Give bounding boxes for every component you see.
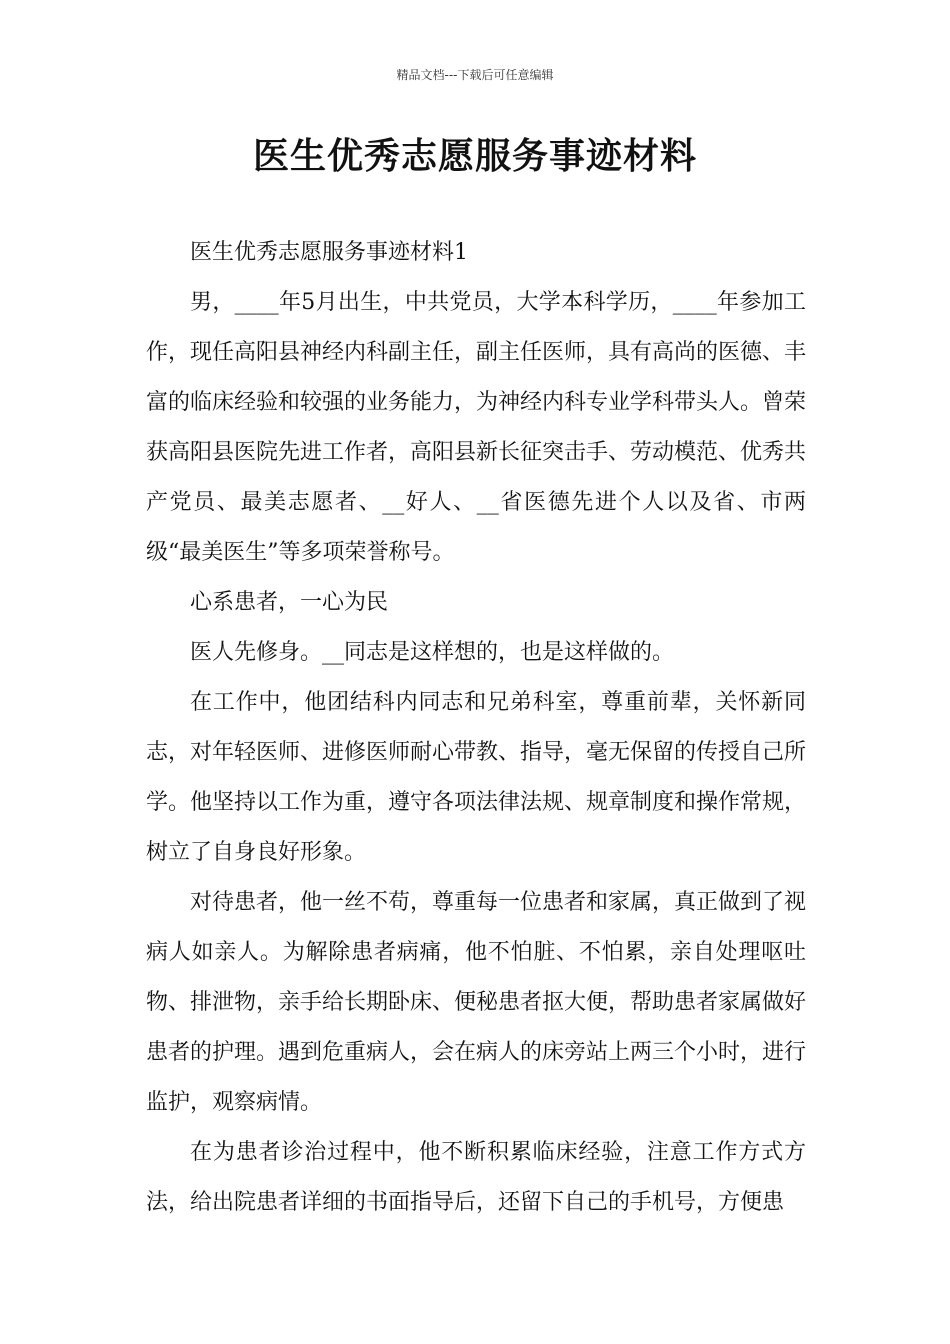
paragraph-section-heading: 心系患者，一心为民: [190, 590, 389, 615]
paragraph: 男，____年5月出生，中共党员，大学本科学历，____年参加工作，现任高阳县神经内科副主任，副主任医师，具有高尚的医德、丰富的临床经验和较强的业务能力，为神经内科专业学科带头人。曾荣获高阳县医院先进工作者，高阳县新长征突击手、劳动模范、优秀共产党员、最美志愿者、__好人、__省医德先进个人以及省、市两级“最美医生”等多项荣誉称号。: [146, 290, 807, 565]
paragraph: 在为患者诊治过程中，他不断积累临床经验，注意工作方式方法，给出院患者详细的书面指导后，还留下自己的手机号，方便患: [146, 1140, 806, 1215]
paragraph-subtitle: 医生优秀志愿服务事迹材料1: [190, 240, 468, 265]
header-note: 精品文档---下载后可任意编辑: [396, 68, 554, 82]
document-body: [146, 228, 806, 1228]
document-title: 医生优秀志愿服务事迹材料: [252, 136, 697, 177]
paragraph: 医人先修身。__同志是这样想的，也是这样做的。: [190, 640, 675, 665]
paragraph: 对待患者，他一丝不苟，尊重每一位患者和家属，真正做到了视病人如亲人。为解除患者病痛，他不怕脏、不怕累，亲自处理呕吐物、排泄物，亲手给长期卧床、便秘患者抠大便，帮助患者家属做好患者的护理。遇到危重病人，会在病人的床旁站上两三个小时，进行监护，观察病情。: [146, 890, 807, 1115]
paragraph: 在工作中，他团结科内同志和兄弟科室，尊重前辈，关怀新同志，对年轻医师、进修医师耐心带教、指导，毫无保留的传授自己所学。他坚持以工作为重，遵守各项法律法规、规章制度和操作常规，树立了自身良好形象。: [146, 690, 807, 865]
